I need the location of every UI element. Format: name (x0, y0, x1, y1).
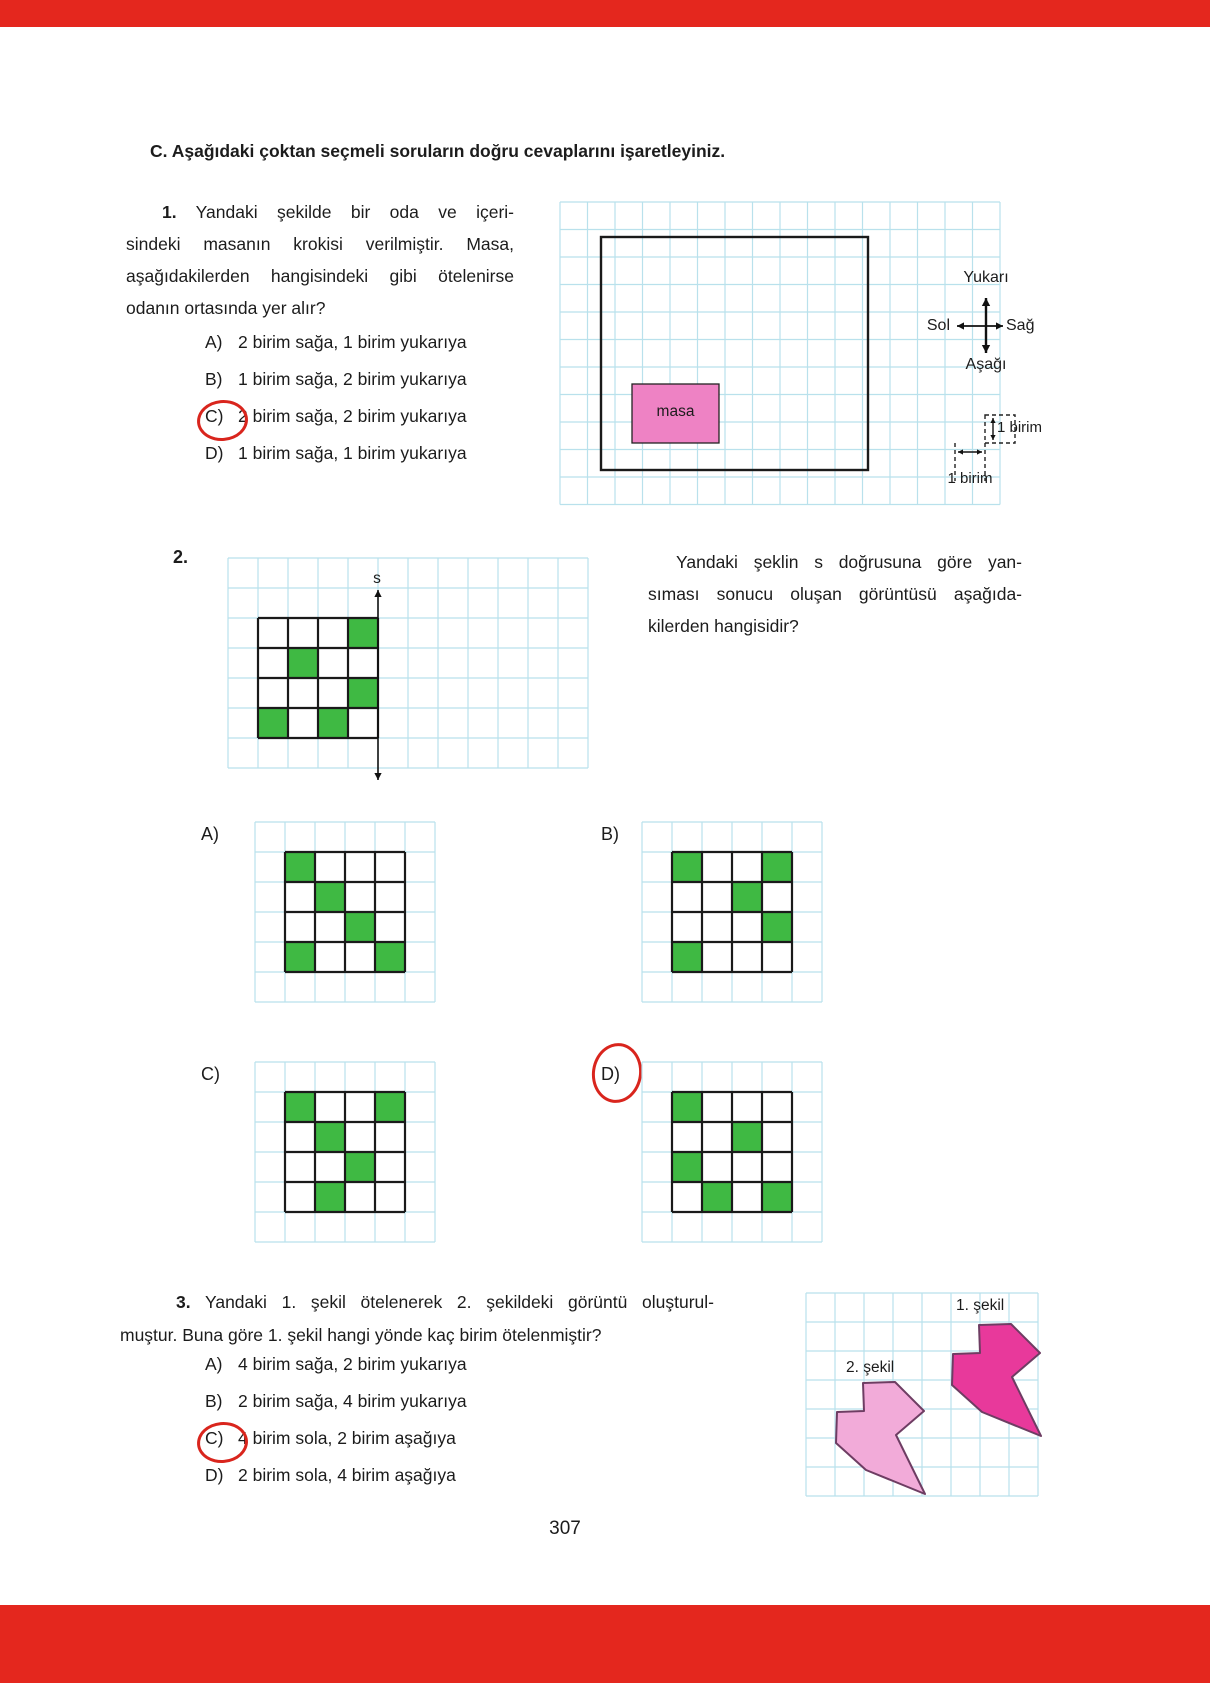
question-3-figure (806, 1291, 1048, 1503)
q1-option-c: C) 2 birim sağa, 2 birim yukarıya (205, 406, 565, 443)
unit-horizontal-label: 1 birim (947, 470, 993, 487)
q3-option-d: D) 2 birim sola, 4 birim aşağıya (205, 1465, 456, 1485)
compass-up-label: Yukarı (963, 269, 1009, 286)
q1-line-1: 1. Yandaki şekilde bir oda ve içeri- (126, 196, 514, 228)
shape2-label: 2. şekil (846, 1359, 895, 1376)
question-2-number: 2. (173, 547, 189, 567)
q1-line-3: aşağıdakilerden hangisindeki gibi ötelenirse (126, 266, 514, 286)
q1-option-d: D) 1 birim sağa, 1 birim yukarıya (205, 443, 467, 463)
question-2-text (648, 546, 1022, 642)
unit-vertical-label: 1 birim (997, 419, 1043, 436)
question-1-options (205, 332, 565, 480)
q3-line-1: 3. Yandaki 1. şekil ötelenerek 2. şekildeki görüntü oluşturul- (120, 1286, 714, 1319)
masa-label: masa (656, 403, 695, 420)
compass-right-label: Sağ (1006, 317, 1035, 334)
bottom-red-bar (0, 1605, 1210, 1683)
compass-left-label: Sol (926, 317, 950, 334)
page-number: 307 (549, 1518, 581, 1539)
q3-option-a: A) 4 birim sağa, 2 birim yukarıya (205, 1354, 467, 1374)
section-header: C. Aşağıdaki çoktan seçmeli soruların doğru cevaplarını işaretleyiniz. (150, 141, 726, 161)
q1-number: 1. (162, 202, 177, 222)
q3-option-c: C) 4 birim sola, 2 birim aşağıya (205, 1428, 585, 1465)
q2-option-d-label: D) (601, 1064, 620, 1085)
q2-line-2: sıması sonucu oluşan görüntüsü aşağıda- (648, 584, 1022, 604)
q2-option-b-grid (640, 818, 826, 1006)
q2-option-d-grid (640, 1058, 826, 1246)
q3-line-2: muştur. Buna göre 1. şekil hangi yönde kaç birim ötelenmiştir? (120, 1325, 602, 1345)
axis-s-label: s (373, 570, 381, 587)
q3-number: 3. (176, 1292, 191, 1312)
question-1-text (126, 196, 514, 324)
top-red-bar (0, 0, 1210, 27)
answer-ring (588, 1040, 646, 1106)
q2-option-a-grid (253, 818, 439, 1006)
q2-option-b-label: B) (601, 824, 619, 844)
question-3-text (120, 1286, 714, 1352)
question-3-options (205, 1354, 585, 1502)
q1-line-2: sindeki masanın krokisi verilmiştir. Masa, (126, 234, 514, 254)
shape1-label: 1. şekil (956, 1297, 1005, 1314)
q2-line-3: kilerden hangisidir? (648, 616, 799, 636)
q2-option-c-grid (253, 1058, 439, 1246)
q1-line-4: odanın ortasında yer alır? (126, 298, 326, 318)
q3-option-b: B) 2 birim sağa, 4 birim yukarıya (205, 1391, 467, 1411)
q2-option-c-label: C) (201, 1064, 220, 1084)
compass-down-label: Aşağı (965, 356, 1007, 373)
question-2-figure (225, 543, 605, 793)
q2-line-1: Yandaki şeklin s doğrusuna göre yan- (676, 552, 1022, 572)
question-1-figure (545, 190, 1055, 510)
q2-option-a-label: A) (201, 824, 219, 844)
q1-option-b: B) 1 birim sağa, 2 birim yukarıya (205, 369, 467, 389)
q1-option-a: A) 2 birim sağa, 1 birim yukarıya (205, 332, 467, 352)
